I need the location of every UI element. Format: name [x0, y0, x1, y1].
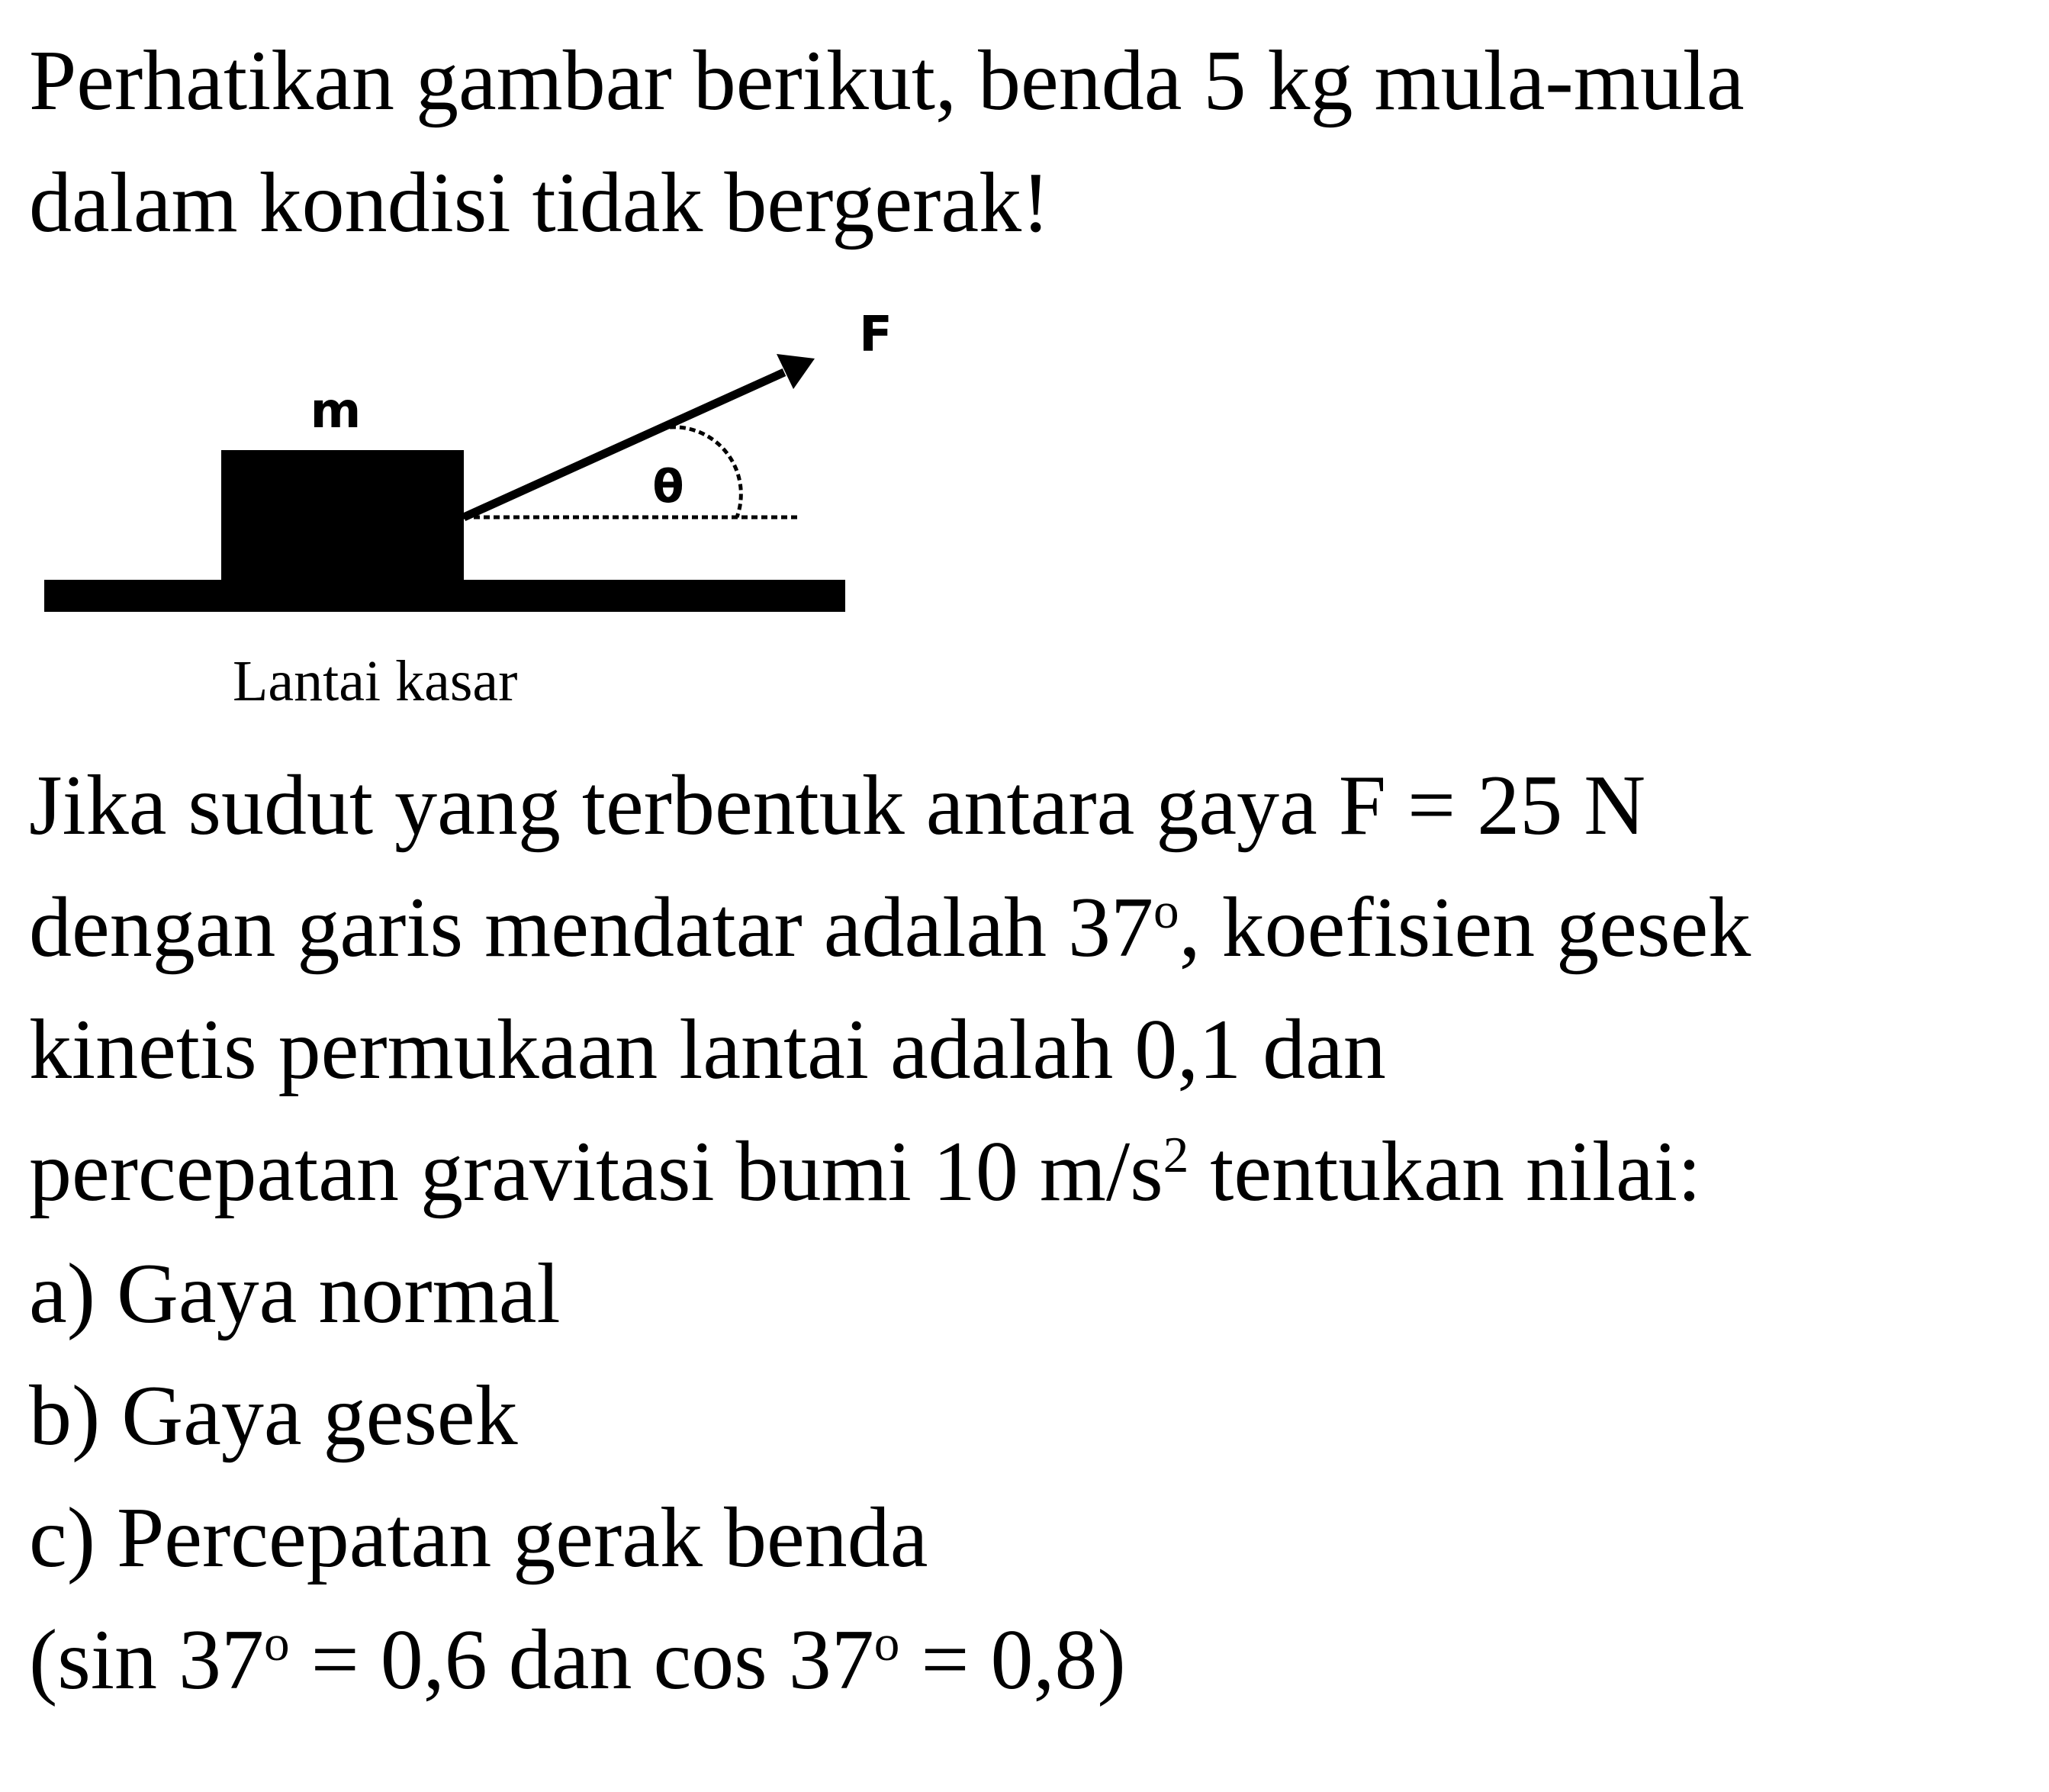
question-line-2 — [29, 880, 1751, 975]
mass-block — [221, 450, 464, 581]
force-label: F — [859, 307, 893, 363]
degree-superscript-1: o — [264, 1614, 290, 1672]
trig-note-part-1: (sin 37 — [29, 1613, 264, 1707]
question-line-4-text: percepatan gravitasi bumi 10 m/s — [29, 1124, 1163, 1219]
angle-label: θ — [652, 460, 684, 513]
question-line-4 — [29, 1124, 1702, 1219]
question-line-4-tail: tentukan nilai: — [1189, 1124, 1702, 1219]
question-line-3: kinetis permukaan lantai adalah 0,1 dan — [29, 1002, 1386, 1097]
rough-floor — [44, 580, 845, 612]
trig-note-part-3: = 0,8) — [899, 1613, 1126, 1707]
item-b: b) Gaya gesek — [29, 1369, 518, 1463]
trig-note — [29, 1613, 1126, 1707]
question-line-1: Jika sudut yang terbentuk antara gaya F = 25 N — [29, 758, 1646, 853]
intro-line-1: Perhatikan gambar berikut, benda 5 kg mula-mula — [29, 34, 1745, 128]
intro-line-2: dalam kondisi tidak bergerak! — [29, 156, 1050, 250]
degree-superscript-2: o — [873, 1614, 900, 1672]
trig-note-part-2: = 0,6 dan cos 37 — [289, 1613, 874, 1707]
squared-superscript: 2 — [1163, 1126, 1189, 1184]
degree-superscript: o — [1153, 882, 1179, 940]
mass-label: m — [310, 383, 362, 439]
question-line-2-text: dengan garis mendatar adalah 37 — [29, 880, 1154, 975]
item-c: c) Percepatan gerak benda — [29, 1491, 928, 1585]
force-arrow-shaft — [464, 372, 784, 517]
question-line-2-tail: , koefisien gesek — [1179, 880, 1751, 975]
floor-caption: Lantai kasar — [233, 649, 518, 713]
item-a: a) Gaya normal — [29, 1247, 561, 1341]
